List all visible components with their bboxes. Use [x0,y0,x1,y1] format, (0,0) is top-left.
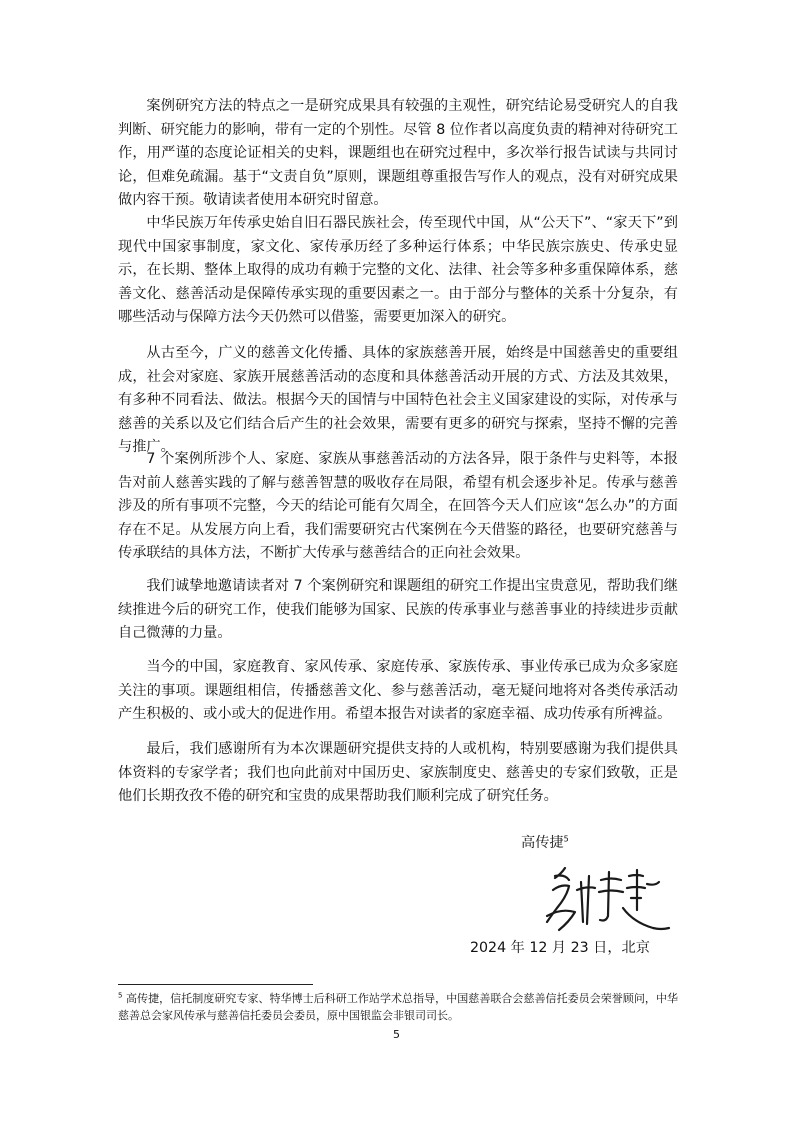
body-paragraph: 最后，我们感谢所有为本次课题研究提供支持的人或机构，特别要感谢为我们提供具体资料的专家学者；我们也向此前对中国历史、家族制度史、慈善史的专家们致敬，正是他们长期孜孜不倦的研究和宝贵的成果帮助我们顺利完成了研究任务。 [118,741,678,805]
footnote-reference: 5 [563,834,569,844]
body-paragraph: 我们诚挚地邀请读者对 7 个案例研究和课题组的研究工作提出宝贵意见，帮助我们继续推进今后的研究工作，使我们能够为国家、民族的传承事业与慈善事业的持续进步贡献自己微薄的力量。 [118,578,678,642]
body-paragraph: 当今的中国，家庭教育、家风传承、家庭传承、家族传承、事业传承已成为众多家庭关注的事项。课题组相信，传播慈善文化、参与慈善活动，毫无疑问地将对各类传承活动产生积极的、或小或大的促进作用。希望本报告对读者的家庭幸福、成功传承有所裨益。 [118,659,678,723]
footnote-divider [118,984,313,985]
page-number: 5 [393,1028,400,1041]
author-signature-line [521,833,569,853]
body-paragraph: 案例研究方法的特点之一是研究成果具有较强的主观性，研究结论易受研究人的自我判断、研究能力的影响，带有一定的个别性。尽管 8 位作者以高度负责的精神对待研究工作，用严谨的态度论证相关的史料，课题组也在研究过程中，多次举行报告试读与共同讨论，但难免疏漏。基于“文责自负”原则，课题组尊重报告写作人的观点，没有对研究成果做内容干预。敬请读者使用本研究时留意。 [118,98,678,209]
body-paragraph: 从古至今，广义的慈善文化传播、具体的家族慈善开展，始终是中国慈善史的重要组成，社会对家庭、家族开展慈善活动的态度和具体慈善活动开展的方式、方法及其效果，有多种不同看法、做法。根据今天的国情与中国特色社会主义国家建设的实际，对传承与慈善的关系以及它们结合后产生的社会效果，需要有更多的研究与探索，坚持不懈的完善与推广。 [118,345,678,456]
handwritten-signature [543,862,673,940]
date-line: 2024 年 12 月 23 日，北京 [470,940,650,956]
footnote-mark: 5 [118,991,123,1000]
footnote [118,990,678,1024]
author-name: 高传捷 [521,835,564,851]
footnote-text: 高传捷，信托制度研究专家、特华博士后科研工作站学术总指导，中国慈善联合会慈善信托委员会荣誉顾问，中华慈善总会家风传承与慈善信托委员会委员，原中国银监会非银司司长。 [118,992,679,1022]
body-paragraph: 中华民族万年传承史始自旧石器民族社会，传至现代中国，从“公天下”、“家天下”到现代中国家事制度，家文化、家传承历经了多种运行体系；中华民族宗族史、传承史显示，在长期、整体上取得的成功有赖于完整的文化、法律、社会等多种多重保障体系，慈善文化、慈善活动是保障传承实现的重要因素之一。由于部分与整体的关系十分复杂，有哪些活动与保障方法今天仍然可以借鉴，需要更加深入的研究。 [118,215,678,326]
body-paragraph: 7 个案例所涉个人、家庭、家族从事慈善活动的方法各异，限于条件与史料等，本报告对前人慈善实践的了解与慈善智慧的吸收存在局限，希望有机会逐步补足。传承与慈善涉及的所有事项不完整，今天的结论可能有欠周全，在回答今天人们应该“怎么办”的方面存在不足。从发展方向上看，我们需要研究古代案例在今天借鉴的路径，也要研究慈善与传承联结的具体方法，不断扩大传承与慈善结合的正向社会效果。 [118,451,678,562]
